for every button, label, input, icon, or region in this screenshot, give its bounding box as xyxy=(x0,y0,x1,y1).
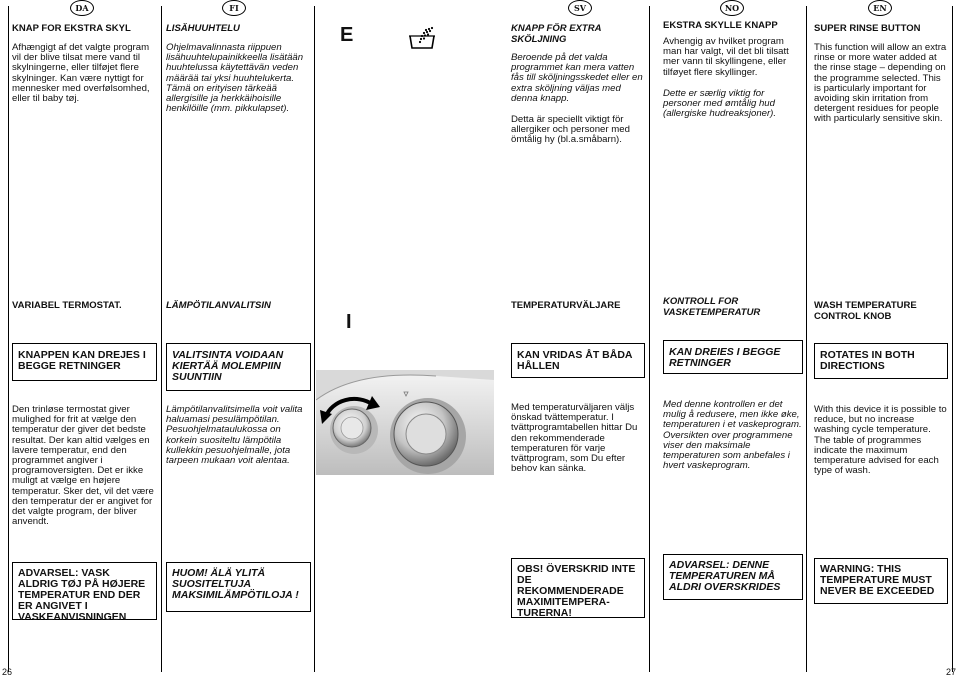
da-body-text: Den trinløse termostat giver mulighed for frit at vælge den temperatur der giver det bedste resultat. Der kan altid vælges en lavere temperatur, end den programmet angiver i programoversigten. Det er ikke muligt at vælge en højere temperatur. Sker det, vil det være den temperatur der er angivet for det valgte program, der bliver anvendt. xyxy=(12,404,154,528)
fi-mid-heading: LÄMPÖTILANVALITSIN xyxy=(166,300,271,311)
sv-top-text-b: Detta är speciellt viktigt för allergiker och personer med ömtålig hy (bl.a.småbarn). xyxy=(511,114,630,146)
no-mid-heading: KONTROLL FOR VASKETEMPERATUR xyxy=(663,296,761,318)
no-direction-box: KAN DREIES I BEGGE RETNINGER xyxy=(663,340,803,374)
sv-top-heading: KNAPP FÖR EXTRA SKÖLJNING xyxy=(511,23,602,45)
da-top-text: Afhængigt af det valgte program vil der blive tilsat mere vand til skylningerne, eller tilføjet flere skylninger. Kan være nyttigt for mennesker med overfølsomhed, eller til baby tøj. xyxy=(12,42,150,105)
language-badge-no: NO xyxy=(720,0,744,16)
no-top-text-a: Avhengig av hvilket program man har valgt, vil det bli tilsatt mer vann til skyllingene, eller tilføyet flere skyllinger. xyxy=(663,36,789,78)
en-mid-heading: WASH TEMPERATURE CONTROL KNOB xyxy=(814,300,917,322)
da-mid-heading: VARIABEL TERMOSTAT. xyxy=(12,300,122,311)
en-warning-box: WARNING: THIS TEMPERATURE MUST NEVER BE EXCEEDED xyxy=(814,558,948,604)
sv-top-text-a: Beroende på det valda programmet kan mera vatten fås till sköljningsskedet eller en extra sköljning väljas med denna knapp. xyxy=(511,52,643,104)
language-badge-en: EN xyxy=(868,0,892,16)
da-direction-box: KNAPPEN KAN DREJES I BEGGE RETNINGER xyxy=(12,343,157,381)
rinse-icon xyxy=(408,26,436,52)
language-badge-sv: SV xyxy=(568,0,592,16)
column-divider xyxy=(314,6,315,672)
sv-warning-box: OBS! ÖVERSKRID INTE DE REKOMMENDERADE MAXIMITEMPERA-TURERNA! xyxy=(511,558,645,618)
page-number-right: 27 xyxy=(946,667,957,677)
en-top-heading: SUPER RINSE BUTTON xyxy=(814,23,921,34)
section-letter-i: I xyxy=(346,311,352,333)
fi-top-heading: LISÄHUUHTELU xyxy=(166,23,240,34)
temperature-knob-illustration xyxy=(316,370,494,475)
da-top-heading: KNAP FOR EKSTRA SKYL xyxy=(12,23,131,34)
fi-top-text: Ohjelmavalinnasta riippuen lisähuuhtelupainikkeella lisätään huuhtelussa käytettävän veden määrää tai yksi huuhtelukerta. Tämä on erityisen tärkeää allergisille ja herkkäihoisille henkilöille (mm. pikkulapset). xyxy=(166,42,304,115)
fi-body-text: Lämpötilanvalitsimella voit valita haluamasi pesulämpötilan. Pesuohjelmataulukossa on korkein suositeltu lämpötila kullekkin pesuohjelmalle, jota tarpeen mukaan voit alentaa. xyxy=(166,404,303,467)
da-warning-box: ADVARSEL: VASK ALDRIG TØJ PÅ HØJERE TEMPERATUR END DER ER ANGIVET I VASKEANVISNINGEN xyxy=(12,562,157,620)
no-warning-box: ADVARSEL: DENNE TEMPERATUREN MÅ ALDRI OVERSKRIDES xyxy=(663,554,803,600)
page-border-left xyxy=(8,6,9,672)
fi-warning-box: HUOM! ÄLÄ YLITÄ SUOSITELTUJA MAKSIMILÄMPÖTILOJA ! xyxy=(166,562,311,612)
column-divider xyxy=(649,6,650,672)
fi-direction-box: VALITSINTA VOIDAAN KIERTÄÄ MOLEMPIIN SUUNTIIN xyxy=(166,343,311,391)
sv-mid-heading: TEMPERATURVÄLJARE xyxy=(511,300,621,311)
column-divider xyxy=(806,6,807,672)
language-badge-da: DA xyxy=(70,0,94,16)
language-badge-fi: FI xyxy=(222,0,246,16)
column-divider xyxy=(161,6,162,672)
no-top-text-b: Dette er særlig viktig for personer med ømtålig hud (allergiske hudreaksjoner). xyxy=(663,88,777,120)
no-body-text: Med denne kontrollen er det mulig å redusere, men ikke øke, temperaturen i et vaskeprogram. Oversikten over programmene viser den maksimale temperaturen som anbefales i hvert vaskeprogram. xyxy=(663,399,802,472)
en-direction-box: ROTATES IN BOTH DIRECTIONS xyxy=(814,343,948,379)
page-border-right xyxy=(952,6,953,672)
page-number-left: 26 xyxy=(2,667,13,677)
en-top-text: This function will allow an extra rinse or more water added at the rinse stage – depending on the programme selected. This is particularly important for avoiding skin irritation from detergent residues for people with particularly sensitive skin. xyxy=(814,42,947,125)
sv-direction-box: KAN VRIDAS ÅT BÅDA HÅLLEN xyxy=(511,343,645,378)
no-top-heading: EKSTRA SKYLLE KNAPP xyxy=(663,20,778,31)
section-letter-e: E xyxy=(340,24,354,46)
en-body-text: With this device it is possible to reduce, but no increase washing cycle temperature. The table of programmes indicate the maximum temperature advised for each type of wash. xyxy=(814,404,947,477)
sv-body-text: Med temperaturväljaren väljs önskad tvättemperatur. I tvättprogramtabellen hittar Du den rekommenderade temperaturen för varje tvättprogram, som Du efter behov kan sänka. xyxy=(511,402,638,475)
